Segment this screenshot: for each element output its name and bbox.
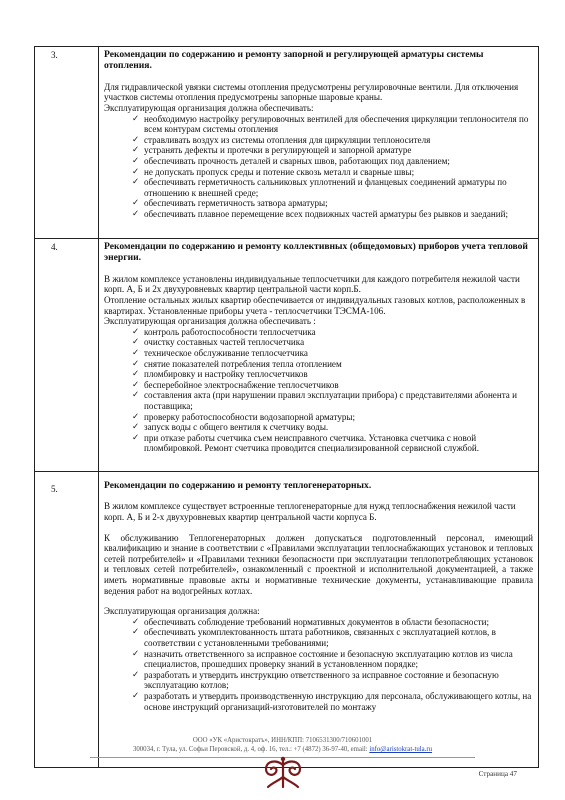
checkmark-icon: ✓ (132, 432, 140, 443)
table-row (35, 47, 539, 239)
checkmark-icon: ✓ (132, 155, 140, 166)
ornament-logo-icon (258, 755, 308, 791)
list-item: ✓ при отказе работы счетчика съем неисправного счетчика. Установка счетчика с новой пломбировкой. Ремонт счетчика проводится специализированной сервисной службой. (132, 432, 480, 454)
list-item: ✓ очистку составных частей теплосчетчика (132, 337, 305, 348)
section-paragraph: В жилом комплексе существует встроенные теплогенераторные для нужд теплоснабжения нежилой части корп. А, Б и 2-х двухуровневых квартир центральной части корпуса Б. (104, 501, 516, 522)
checkmark-icon: ✓ (132, 166, 140, 177)
section-content (99, 472, 539, 768)
section-paragraph: К обслуживанию Теплогенераторных должен допускаться подготовленный персонал, имеющий квалификацию и знание в соответствии с «Правилами эксплуатации теплоснабжающих установок и тепловых сетей потребителей» и «Правилами техники безопасности при эксплуатации теплопотребляющих установок и тепловых сетей потребителей», ознакомленный с проектной и исполнительной документацией, а также иметь нормативные правовые акты и нормативные технические документы, устанавливающие правила ведения работ на водогрейных котлах. (104, 532, 533, 596)
list-item: ✓ снятие показателей потребления тепла отоплением (132, 358, 342, 369)
list-item: ✓ запуск воды с общего вентиля к счетчику воды. (132, 422, 329, 433)
checkmark-icon: ✓ (132, 616, 140, 627)
checkmark-icon: ✓ (132, 411, 140, 422)
checkmark-icon: ✓ (132, 113, 140, 124)
checkmark-icon: ✓ (132, 690, 140, 701)
checkmark-icon: ✓ (132, 358, 140, 369)
table-row (35, 239, 539, 472)
list-item: ✓ обеспечивать плавное перемещение всех подвижных частей арматуры без рывков и заеданий; (132, 208, 508, 219)
section-content (99, 239, 539, 472)
recommendations-table (34, 46, 539, 768)
checkmark-icon: ✓ (132, 390, 140, 401)
list-item: ✓ разработать и утвердить инструкцию ответственного за исправное состояние и безопасную эксплуатацию котлов; (132, 669, 499, 691)
checkmark-icon: ✓ (132, 669, 140, 680)
page-number: Страница 47 (478, 770, 517, 778)
document-page (34, 46, 539, 768)
section-paragraph: В жилом комплексе установлены индивидуальные теплосчетчики для каждого потребителя нежилой части корп. А, Б и 2х двухуровневых квартир центральной части корп.Б. (104, 273, 520, 295)
section-paragraph: Отопление остальных жилых квартир обеспечивается от индивидуальных газовых котлов, расположенных в квартирах. Установленные приборы учета - теплосчетчики ТЭСМА-106. (104, 295, 526, 316)
section-title: Рекомендации по содержанию и ремонту запорной и регулирующей арматуры системы отопления. (104, 49, 484, 72)
section-number: 4. (35, 239, 99, 472)
list-item: ✓ обеспечивать укомплектованность штата работников, связанных с эксплуатацией котлов, в соответствии с установленными требованиями; (132, 627, 496, 648)
list-item: ✓ не допускать пропуск среды и потение сквозь металл и сварные швы; (132, 166, 415, 177)
section-paragraph: Эксплуатирующая организация должна: (104, 606, 260, 617)
list-item: ✓ составления акта (при нарушении правил эксплуатации прибора) с представителями абонента и поставщика; (132, 390, 517, 411)
checkmark-icon: ✓ (132, 379, 140, 390)
section-number: 5. (35, 472, 99, 768)
list-item: ✓ назначить ответственного за исправное состояние и безопасную эксплуатацию котлов из числа специалистов, прошедших проверку знаний в установленном порядке; (132, 648, 513, 670)
checkmark-icon: ✓ (132, 369, 140, 380)
footer-company: ООО «УК «Аристократъ», ИНН/КПП: 7106531300/710601001 (192, 737, 373, 744)
checkmark-icon: ✓ (132, 422, 140, 433)
section-paragraph: Эксплуатирующая организация должна обеспечивать : (104, 316, 316, 327)
checkmark-icon: ✓ (132, 145, 140, 156)
section-paragraph: Эксплуатирующая организация должна обеспечивать: (104, 103, 314, 113)
checklist (104, 114, 533, 220)
list-item: ✓ необходимую настройку регулировочных вентилей для обеспечения циркуляции теплоносителя по всем контурам системы отопления (132, 113, 529, 135)
checkmark-icon: ✓ (132, 134, 140, 145)
section-title: Рекомендации по содержанию и ремонту теплогенераторных. (104, 480, 372, 491)
table-row (35, 472, 539, 768)
checkmark-icon: ✓ (132, 337, 140, 348)
checkmark-icon: ✓ (132, 627, 140, 638)
section-number: 3. (35, 47, 99, 239)
section-title: Рекомендации по содержанию и ремонту коллективных (общедомовых) приборов учета тепловой энергии. (104, 241, 528, 264)
checkmark-icon: ✓ (132, 208, 140, 219)
list-item: ✓ обеспечивать герметичность сальниковых уплотнений и фланцевых соединений арматуры по отношению к внешней среде; (132, 177, 507, 198)
list-item: ✓ обеспечивать герметичность затвора арматуры; (132, 198, 328, 209)
list-item: ✓ контроль работоспособности теплосчетчика (132, 326, 316, 337)
checkmark-icon: ✓ (132, 198, 140, 209)
list-item: ✓ проверку работоспособности водозапорной арматуры; (132, 411, 356, 422)
section-content (99, 47, 539, 239)
checklist (104, 617, 533, 712)
list-item: ✓ обеспечивать прочность деталей и сварных швов, работающих под давлением; (132, 155, 450, 166)
checklist (104, 327, 533, 454)
list-item: ✓ разработать и утвердить производственную инструкцию для персонала, обслуживающего котлы, на основе инструкций организаций-изготовителей по монтажу (132, 690, 532, 712)
list-item: ✓ стравливать воздух из системы отопления для циркуляции теплоносителя (132, 134, 431, 145)
checkmark-icon: ✓ (132, 648, 140, 659)
list-item: ✓ техническое обслуживание теплосчетчика (132, 347, 308, 358)
page-footer (0, 736, 565, 754)
checkmark-icon: ✓ (132, 326, 140, 337)
list-item: ✓ устранять дефекты и протечки в регулирующей и запорной арматуре (132, 145, 412, 156)
list-item: ✓ пломбировку и настройку теплосчетчиков (132, 369, 308, 380)
checkmark-icon: ✓ (132, 177, 140, 188)
footer-email-link[interactable]: info@aristokrat-tula.ru (369, 746, 433, 753)
list-item: ✓ обеспечивать соблюдение требований нормативных документов в области безопасности; (132, 616, 490, 627)
checkmark-icon: ✓ (132, 347, 140, 358)
list-item: ✓ бесперебойное электроснабжение теплосчетчиков (132, 379, 339, 390)
section-paragraph: Для гидравлической увязки системы отопления предусмотрены регулировочные вентили. Для отключения участков системы отопления предусмотрены запорные шаровые краны. (104, 81, 519, 103)
footer-address: 300034, г. Тула, ул. Софьи Перовской, д. 4, оф. 16, тел.: +7 (4872) 36-97-40, email: info@aristokrat-tula.ru (132, 746, 433, 753)
